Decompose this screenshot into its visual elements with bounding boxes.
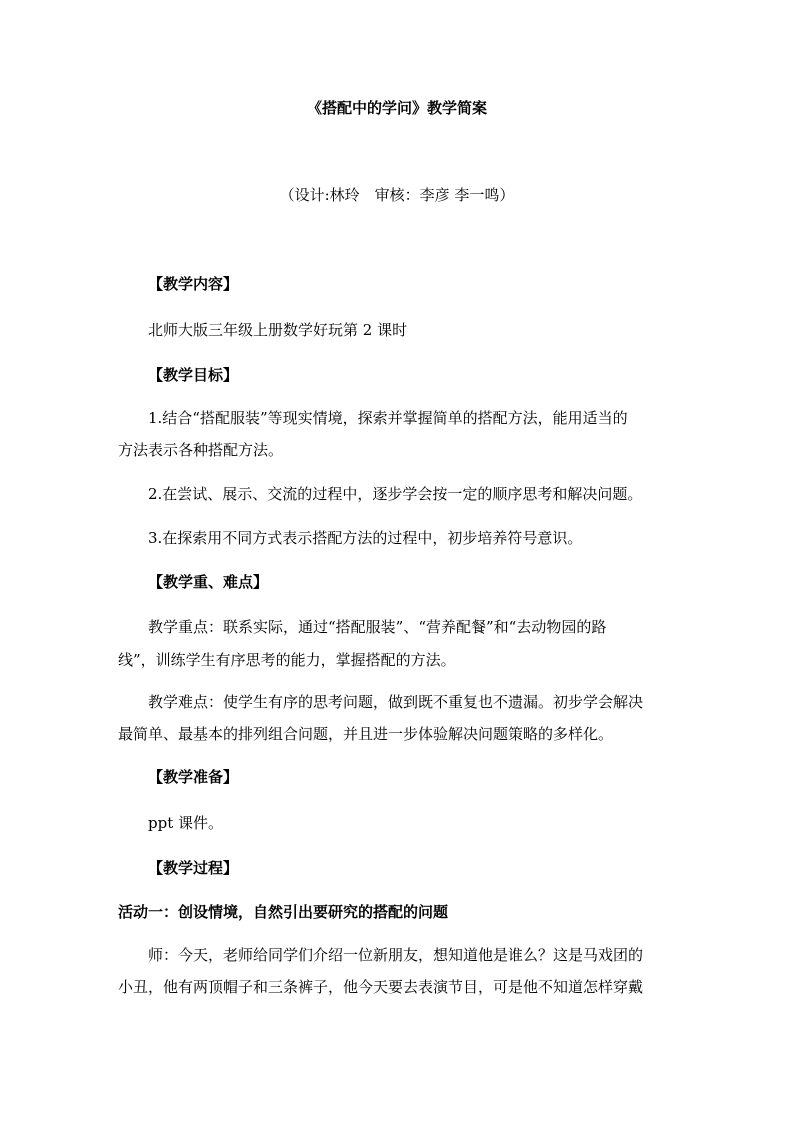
goal-3: 3.在探索用不同方式表示搭配方法的过程中，初步培养符号意识。 xyxy=(148,529,583,547)
key-point-line-1: 教学重点：联系实际，通过“搭配服装”、“营养配餐”和“去动物园的路 xyxy=(148,618,607,636)
dialog-line-1: 师：今天，老师给同学们介绍一位新朋友，想知道他是谁么？这是马戏团的 xyxy=(148,946,644,964)
section-heading-key-points: 【教学重、难点】 xyxy=(148,573,269,591)
section-heading-content: 【教学内容】 xyxy=(148,275,239,293)
section-heading-goals: 【教学目标】 xyxy=(148,366,239,384)
content-text: 北师大版三年级上册数学好玩第 2 课时 xyxy=(148,321,408,339)
dialog-line-2: 小丑，他有两顶帽子和三条裤子，他今天要去表演节目，可是他不知道怎样穿戴 xyxy=(118,978,644,996)
document-credits: （设计:林玲 审核：李彦 李一鸣） xyxy=(279,186,515,204)
preparation-text: ppt 课件。 xyxy=(148,814,224,832)
section-heading-process: 【教学过程】 xyxy=(148,859,239,877)
goal-1-line-2: 方法表示各种搭配方法。 xyxy=(118,441,284,459)
document-title: 《搭配中的学问》教学简案 xyxy=(306,99,487,117)
activity-1-title: 活动一：创设情境，自然引出要研究的搭配的问题 xyxy=(118,903,449,921)
difficulty-line-2: 最简单、最基本的排列组合问题，并且进一步体验解决问题策略的多样化。 xyxy=(118,725,614,743)
goal-1-line-1: 1.结合“搭配服装”等现实情境，探索并掌握简单的搭配方法，能用适当的 xyxy=(148,409,628,427)
difficulty-line-1: 教学难点：使学生有序的思考问题，做到既不重复也不遗漏。初步学会解决 xyxy=(148,693,644,711)
section-heading-preparation: 【教学准备】 xyxy=(148,768,239,786)
goal-2: 2.在尝试、展示、交流的过程中，逐步学会按一定的顺序思考和解决问题。 xyxy=(148,485,643,503)
key-point-line-2: 线”，训练学生有序思考的能力，掌握搭配的方法。 xyxy=(118,651,456,669)
